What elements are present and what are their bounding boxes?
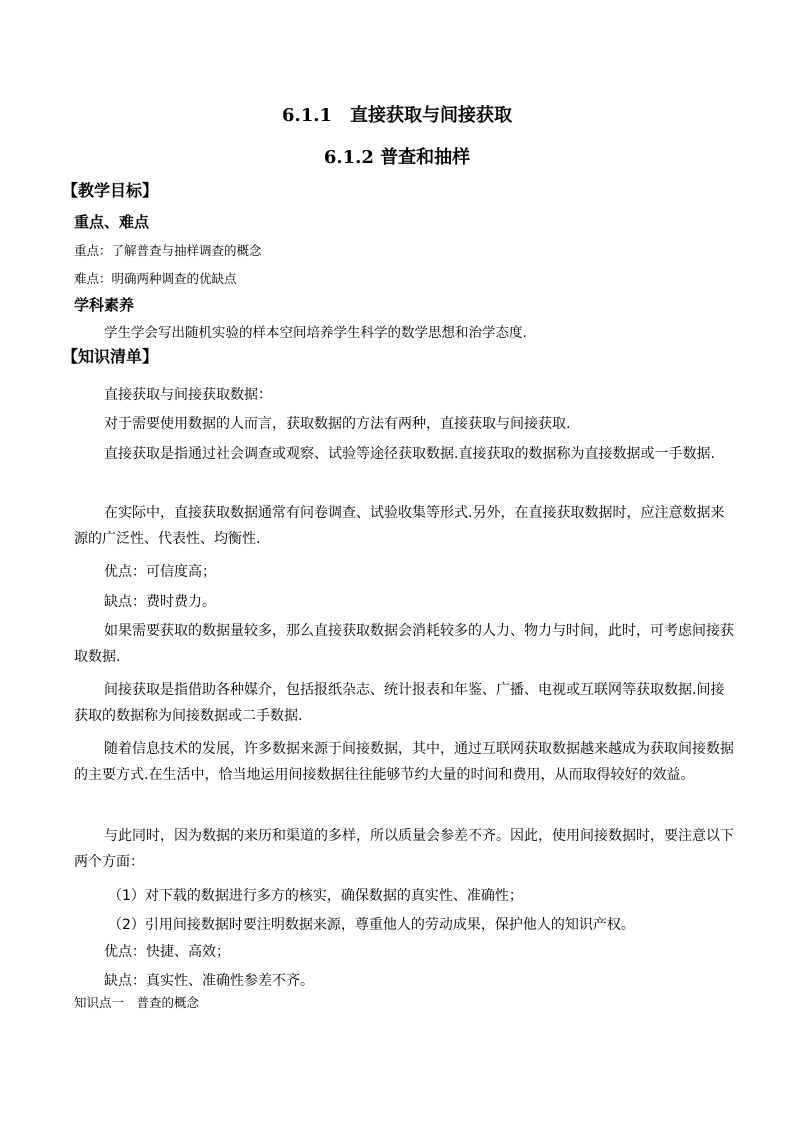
paragraph-7: 如果需要获取的数据量较多，那么直接获取数据会消耗较多的人力、物力与时间，此时，可考虑间接获取数据.: [74, 623, 734, 665]
paragraph-6: 缺点：费时费力。: [104, 594, 216, 610]
list-item-2: （2）引用间接数据时要注明数据来源，尊重他人的劳动成果，保护他人的知识产权。: [108, 917, 635, 933]
paragraph-2: 对于需要使用数据的人而言，获取数据的方法有两种，直接获取与间接获取.: [104, 416, 571, 432]
list-item-1: （1）对下载的数据进行多方的核实，确保数据的真实性、准确性；: [108, 888, 523, 904]
paragraph-1: 直接获取与间接获取数据：: [104, 387, 272, 403]
literacy-text: 学生学会写出随机实验的样本空间培养学生科学的数学思想和治学态度.: [104, 325, 527, 341]
knowledge-point-1-heading: 知识点一 普查的概念: [74, 995, 200, 1010]
key-difficult-heading: 重点、难点: [74, 213, 150, 231]
paragraph-11: 优点：快捷、高效；: [104, 944, 230, 960]
paragraph-9: 随着信息技术的发展，许多数据来源于间接数据，其中，通过互联网获取数据越来越成为获取间接数据的主要方式.在生活中，恰当地运用间接数据往往能够节约大量的时间和费用，从而取得较好的效益。: [74, 741, 734, 783]
paragraph-4: 在实际中，直接获取数据通常有问卷调查、试验收集等形式.另外，在直接获取数据时，应注意数据来源的广泛性、代表性、均衡性.: [74, 505, 725, 547]
paragraph-3: 直接获取是指通过社会调查或观察、试验等途径获取数据.直接获取的数据称为直接数据或一手数据.: [104, 446, 715, 462]
paragraph-12: 缺点：真实性、准确性参差不齐。: [104, 973, 314, 989]
section-title-6-1-1: 6.1.1 直接获取与间接获取: [281, 105, 513, 126]
teaching-goals-heading: 【教学目标】: [62, 181, 159, 200]
key-point-text: 重点：了解普查与抽样调查的概念: [74, 243, 262, 258]
section-title-6-1-2: 6.1.2 普查和抽样: [323, 147, 471, 168]
paragraph-10: 与此同时，因为数据的来历和渠道的多样，所以质量会参差不齐。因此，使用间接数据时，要注意以下两个方面：: [74, 828, 734, 870]
literacy-heading: 学科素养: [74, 296, 135, 314]
paragraph-5: 优点：可信度高；: [104, 564, 216, 580]
knowledge-list-heading: 【知识清单】: [62, 347, 159, 366]
paragraph-8: 间接获取是指借助各种媒介，包括报纸杂志、统计报表和年鉴、广播、电视或互联网等获取数据.间接获取的数据称为间接数据或二手数据.: [74, 682, 725, 724]
difficult-point-text: 难点：明确两种调查的优缺点: [74, 271, 237, 286]
